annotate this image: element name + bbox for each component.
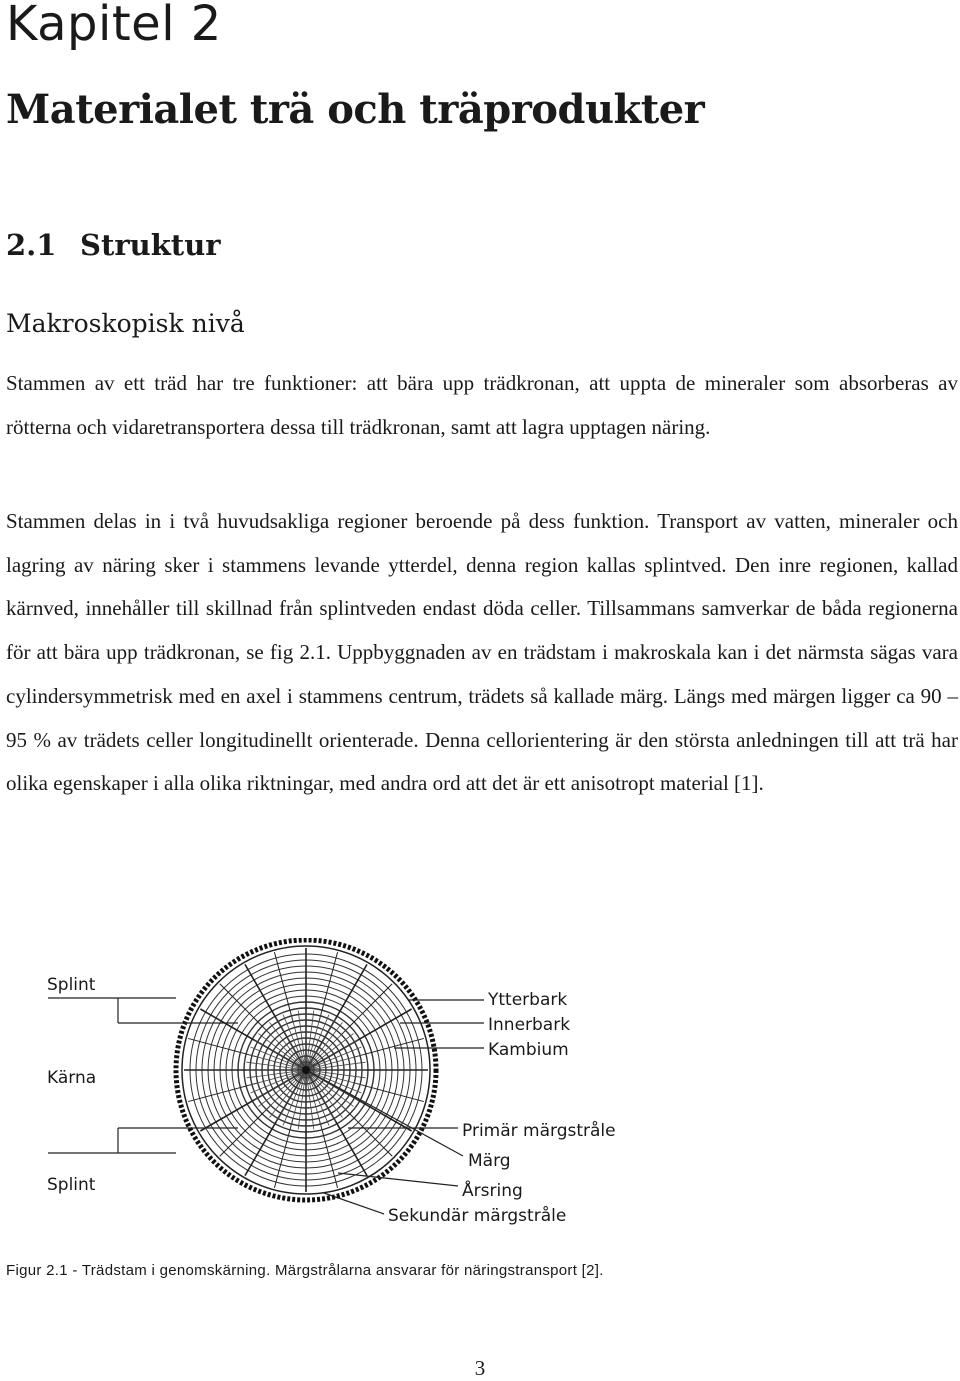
label-kambium: Kambium [488, 1040, 569, 1060]
section-number: 2.1 [6, 228, 57, 262]
page-number: 3 [474, 1356, 486, 1380]
label-splint-bottom: Splint [47, 1175, 96, 1195]
pith-dot [302, 1066, 310, 1074]
chapter-title: Materialet trä och träprodukter [6, 86, 705, 133]
label-primar-margstrale: Primär märgstråle [462, 1121, 616, 1141]
label-karna: Kärna [47, 1068, 97, 1088]
paragraph-2: Stammen delas in i två huvudsakliga regioner beroende på dess funktion. Transport av vatten, mineraler och lagring av näring sker i stammens levande ytterdel, denna region kallas splintved. Den inre regionen, kallad kärnved, innehåller till skillnad från splintveden endast döda celler. Tillsammans samverkar de båda regionerna för att bära upp trädkronan, se fig 2.1. Uppbyggnaden av en trädstam i makroskala kan i det närmsta sägas vara cylindersymmetrisk med en axel i stammens centrum, trädets så kallade märg. Längs med märgen ligger ca 90 – 95 % av trädets celler longitudinellt orienterade. Denna cellorientering är den största anledningen till att trä har olika egenskaper i alla olika riktningar, med andra ord att det är ett anisotropt material [1]. [6, 509, 958, 796]
section-heading [6, 228, 221, 262]
trunk-diagram [8, 938, 948, 1238]
figure-caption: Figur 2.1 - Trädstam i genomskärning. Märgstrålarna ansvarar för näringstransport [2]. [6, 1262, 604, 1279]
label-ytterbark: Ytterbark [488, 990, 568, 1010]
figure-trunk-cross-section [8, 938, 948, 1238]
section-title: Struktur [80, 228, 221, 262]
label-splint-top: Splint [47, 975, 96, 995]
chapter-heading: Kapitel 2 [6, 0, 222, 52]
label-marg: Märg [468, 1151, 511, 1171]
label-sekundar-margstrale: Sekundär märgstråle [388, 1206, 567, 1226]
subsection-heading: Makroskopisk nivå [6, 309, 245, 338]
paragraph-1: Stammen av ett träd har tre funktioner: att bära upp trädkronan, att uppta de mineraler som absorberas av rötterna och vidaretransportera dessa till trädkronan, samt att lagra upptagen näring. [6, 371, 958, 439]
label-arsring: Årsring [462, 1181, 523, 1201]
label-innerbark: Innerbark [488, 1015, 571, 1035]
